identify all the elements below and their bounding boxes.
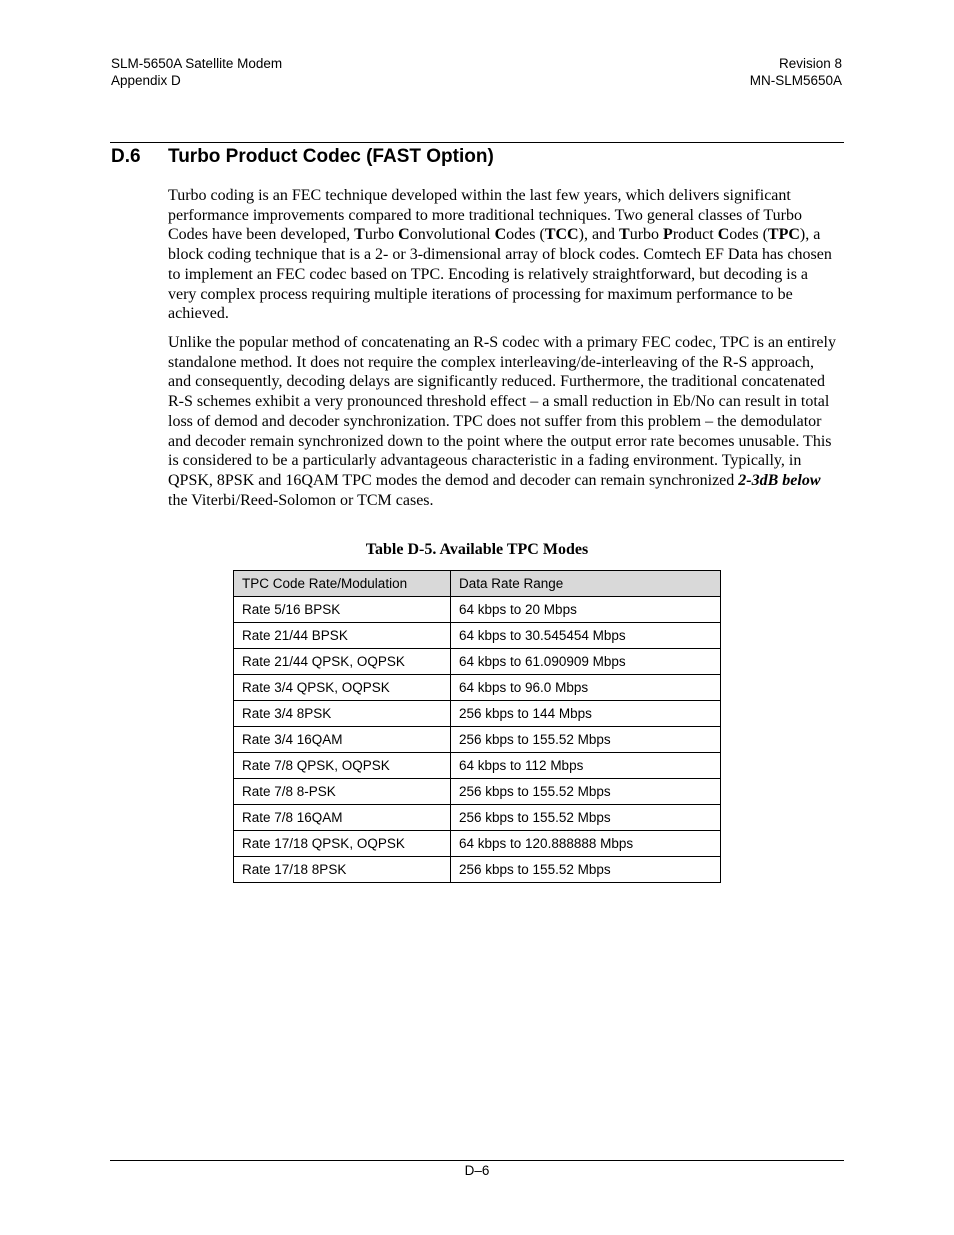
cell-data-rate: 64 kbps to 30.545454 Mbps [451, 623, 721, 649]
paragraph-turbo-coding [168, 186, 840, 324]
footer-rule [110, 1160, 844, 1161]
cell-code-rate: Rate 17/18 8PSK [234, 857, 451, 883]
header-revision: Revision 8 [778, 56, 842, 71]
section-number: D.6 [111, 146, 141, 167]
text-run: odes ( [729, 226, 768, 244]
cell-code-rate: Rate 3/4 QPSK, OQPSK [234, 675, 451, 701]
text-run: urbo [364, 226, 399, 244]
bold-letter: T [619, 226, 630, 244]
table-row [234, 597, 721, 623]
cell-code-rate: Rate 5/16 BPSK [234, 597, 451, 623]
cell-data-rate: 256 kbps to 155.52 Mbps [451, 779, 721, 805]
table-row [234, 623, 721, 649]
text-run: the Viterbi/Reed-Solomon or TCM cases. [168, 491, 434, 509]
table-row [234, 675, 721, 701]
text-run: odes ( [506, 226, 545, 244]
bold-acronym: TPC [767, 226, 800, 244]
header-appendix: Appendix D [111, 72, 181, 88]
text-run: ), and [578, 226, 620, 244]
bold-letter: C [494, 226, 507, 244]
cell-data-rate: 256 kbps to 144 Mbps [451, 701, 721, 727]
cell-code-rate: Rate 17/18 QPSK, OQPSK [234, 831, 451, 857]
cell-code-rate: Rate 7/8 16QAM [234, 805, 451, 831]
table-row [234, 831, 721, 857]
cell-code-rate: Rate 7/8 8-PSK [234, 779, 451, 805]
page-number: D–6 [464, 1163, 490, 1178]
table-row [234, 753, 721, 779]
cell-data-rate: 64 kbps to 96.0 Mbps [451, 675, 721, 701]
text-run: ), a block coding technique that is a 2- or 3-dimensional array of block codes. Comtech EF Data has chosen to implement an FEC codec based on TPC. Encoding is relatively straightforward, but decoding is a very complex process requiring multiple iterations of processing for maximum performance to be achieved. [168, 226, 832, 323]
column-header-code-rate: TPC Code Rate/Modulation [234, 571, 451, 597]
cell-data-rate: 64 kbps to 61.090909 Mbps [451, 649, 721, 675]
cell-code-rate: Rate 3/4 16QAM [234, 727, 451, 753]
bold-letter: C [398, 226, 410, 244]
header-document-title: SLM-5650A Satellite Modem [111, 56, 283, 71]
table-row [234, 649, 721, 675]
bold-letter: C [717, 226, 730, 244]
running-header-left [111, 56, 282, 89]
text-run: roduct [672, 226, 718, 244]
cell-code-rate: Rate 3/4 8PSK [234, 701, 451, 727]
table-row [234, 727, 721, 753]
text-run: urbo [629, 226, 664, 244]
section-heading [111, 145, 494, 169]
cell-data-rate: 256 kbps to 155.52 Mbps [451, 727, 721, 753]
cell-data-rate: 64 kbps to 112 Mbps [451, 753, 721, 779]
text-run: Turbo coding is an FEC technique developed within the last few years, which delivers significant performance improvements compared to more traditional techniques. Two general classes of Turbo Codes have been developed, [168, 187, 802, 244]
cell-data-rate: 256 kbps to 155.52 Mbps [451, 805, 721, 831]
cell-data-rate: 64 kbps to 20 Mbps [451, 597, 721, 623]
header-rule [110, 142, 844, 143]
column-header-data-rate: Data Rate Range [451, 571, 721, 597]
cell-data-rate: 256 kbps to 155.52 Mbps [451, 857, 721, 883]
header-manual-number: MN-SLM5650A [749, 72, 842, 88]
bold-acronym: TCC [544, 226, 579, 244]
tpc-modes-table [233, 570, 721, 883]
bold-letter: T [354, 226, 365, 244]
table-row [234, 805, 721, 831]
table-row [234, 779, 721, 805]
table-row [234, 701, 721, 727]
table-caption: Table D-5. Available TPC Modes [365, 541, 589, 558]
text-run: onvolutional [409, 226, 495, 244]
cell-code-rate: Rate 7/8 QPSK, OQPSK [234, 753, 451, 779]
section-title: Turbo Product Codec (FAST Option) [168, 146, 494, 167]
table-header-row [234, 571, 721, 597]
cell-code-rate: Rate 21/44 BPSK [234, 623, 451, 649]
table-row [234, 857, 721, 883]
emphasis-text: 2-3dB below [738, 471, 821, 489]
text-run: Unlike the popular method of concatenating an R-S codec with a primary FEC codec, TPC is an entirely standalone method. It does not require the complex interleaving/de-interleaving of the R-S approach, and consequently, decoding delays are significantly reduced. Furthermore, the traditional concatenated R-S schemes exhibit a very pronounced threshold effect – a small reduction in Eb/No can result in total loss of demod and decoder synchronization. TPC does not suffer from this problem – the demodulator and decoder remain synchronized down to the point where the output error rate becomes unusable. This is considered to be a particularly advantageous characteristic in a fading environment. Typically, in QPSK, 8PSK and 16QAM TPC modes the demod and decoder can remain synchronized [168, 334, 836, 489]
cell-code-rate: Rate 21/44 QPSK, OQPSK [234, 649, 451, 675]
paragraph-tpc-advantages [168, 333, 840, 510]
running-header-right [750, 56, 842, 89]
bold-letter: P [663, 226, 673, 244]
cell-data-rate: 64 kbps to 120.888888 Mbps [451, 831, 721, 857]
